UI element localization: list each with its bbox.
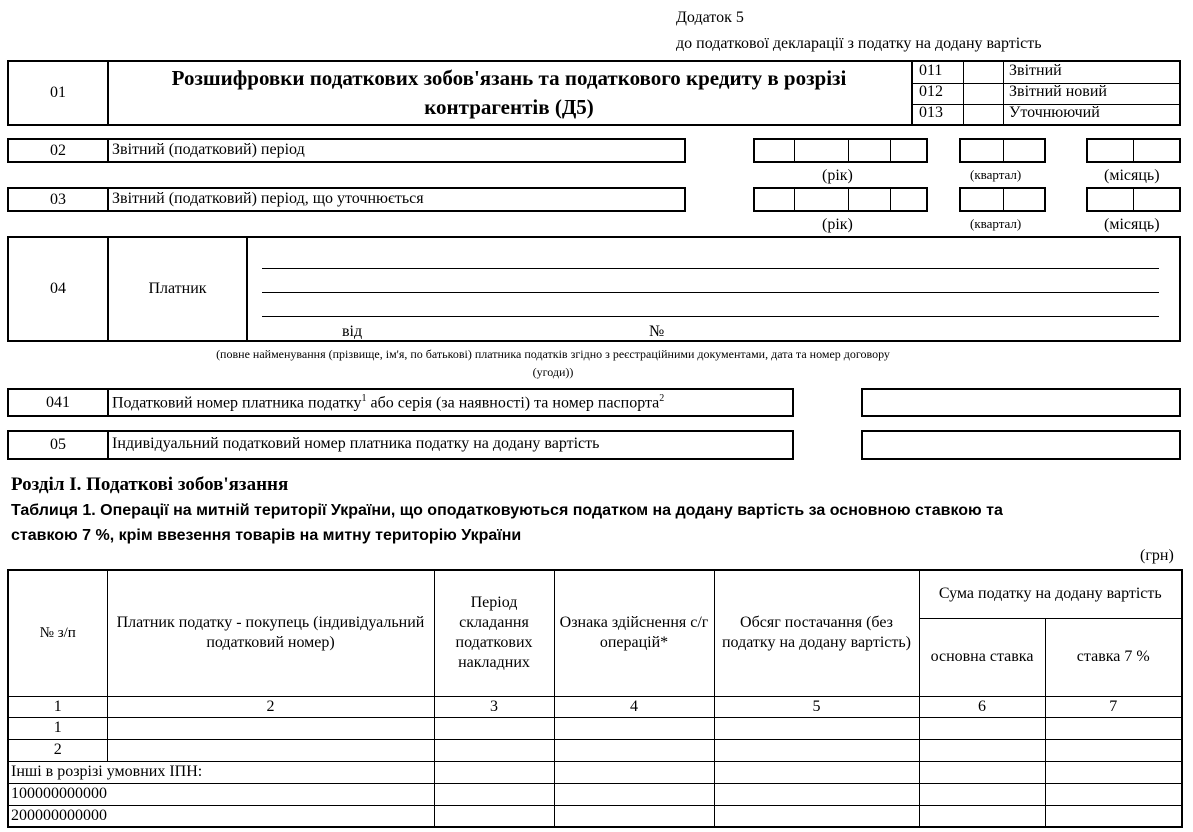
rate-7-cell[interactable] <box>1045 761 1182 783</box>
report-type-grid <box>913 62 1179 124</box>
header-volume: Обсяг постачання (без податку на додану вартість) <box>714 570 919 696</box>
title-row <box>7 60 1181 126</box>
payer-name-line-1[interactable] <box>262 268 1159 269</box>
table-row <box>8 739 1182 761</box>
header-agri: Ознака здійснення с/г операцій* <box>554 570 714 696</box>
basic-rate-cell[interactable] <box>919 783 1045 805</box>
table-title-line-2: ставкою 7 %, крім ввезення товарів на митну територію України <box>11 527 522 544</box>
tax-number-label <box>112 393 664 412</box>
col-number: 1 <box>8 696 107 717</box>
month-label: (місяць) <box>1104 167 1160 184</box>
agri-cell[interactable] <box>554 783 714 805</box>
row-041-code: 041 <box>46 393 70 411</box>
report-type-label: Звітний <box>1009 62 1062 79</box>
operations-table <box>7 569 1183 828</box>
corrected-month-label: (місяць) <box>1104 216 1160 233</box>
header-buyer: Платник податку - покупець (індивідуальний податковий номер) <box>107 570 434 696</box>
row-num: 2 <box>8 739 107 761</box>
row-05-code: 05 <box>50 436 66 453</box>
report-type-code: 011 <box>919 62 943 79</box>
tax-number-row <box>7 388 794 417</box>
conditional-ipn: 200000000000 <box>8 805 434 827</box>
period-cell[interactable] <box>434 717 554 739</box>
header-rate-7: ставка 7 % <box>1045 618 1182 696</box>
table-row <box>8 761 1182 783</box>
vat-number-label: Індивідуальний податковий номер платника податку на додану вартість <box>112 435 600 452</box>
section-title: Розділ І. Податкові зобов'язання <box>11 474 289 495</box>
payer-note-line-2: (угоди)) <box>532 365 574 379</box>
corrected-month-input[interactable] <box>1086 187 1181 212</box>
header-vat-sum: Сума податку на додану вартість <box>919 570 1182 618</box>
col-number: 7 <box>1045 696 1182 717</box>
basic-rate-cell[interactable] <box>919 805 1045 827</box>
col-number: 2 <box>107 696 434 717</box>
basic-rate-cell[interactable] <box>919 739 1045 761</box>
volume-cell[interactable] <box>714 805 919 827</box>
table-title-line-1: Таблиця 1. Операції на митній території України, що оподатковуються податком на додану вартість за основною ставкою та <box>11 502 1003 519</box>
declaration-title: Розшифровки податкових зобов'язань та податкового кредиту в розрізі контрагентів (Д5) <box>171 66 847 119</box>
row-03-code: 03 <box>50 190 66 208</box>
col-number: 3 <box>434 696 554 717</box>
report-type-row[interactable] <box>913 104 1179 124</box>
appendix-subtitle: до податкової декларації з податку на додану вартість <box>676 35 1042 52</box>
period-row <box>7 138 686 163</box>
conditional-ipn: 100000000000 <box>8 783 434 805</box>
payer-note-line-1: (повне найменування (прізвище, ім'я, по батькові) платника податків згідно з реєстраційними документами, дата та номер договору <box>216 347 890 361</box>
report-type-label: Звітний новий <box>1009 83 1107 100</box>
row-04-code: 04 <box>50 280 66 297</box>
report-type-row[interactable] <box>913 83 1179 105</box>
header-period: Період складання податкових накладних <box>434 570 554 696</box>
rate-7-cell[interactable] <box>1045 739 1182 761</box>
row-01-code: 01 <box>50 84 66 101</box>
volume-cell[interactable] <box>714 739 919 761</box>
others-label: Інші в розрізі умовних ІПН: <box>8 761 434 783</box>
appendix-title: Додаток 5 <box>676 9 744 26</box>
from-label: від <box>342 323 363 340</box>
tax-number-label-b: або серія (за наявності) та номер паспорта <box>366 394 660 412</box>
corrected-quarter-input[interactable] <box>959 187 1046 212</box>
col-number: 5 <box>714 696 919 717</box>
contract-number-field[interactable] <box>671 341 1077 342</box>
period-cell[interactable] <box>434 761 554 783</box>
currency-unit: (грн) <box>1140 547 1174 564</box>
col-number: 6 <box>919 696 1045 717</box>
rate-7-cell[interactable] <box>1045 805 1182 827</box>
volume-cell[interactable] <box>714 761 919 783</box>
table-row <box>8 717 1182 739</box>
buyer-cell[interactable] <box>107 717 434 739</box>
volume-cell[interactable] <box>714 783 919 805</box>
corrected-period-row <box>7 187 686 212</box>
month-input[interactable] <box>1086 138 1181 163</box>
quarter-input[interactable] <box>959 138 1046 163</box>
report-type-code: 013 <box>919 104 943 121</box>
basic-rate-cell[interactable] <box>919 717 1045 739</box>
rate-7-cell[interactable] <box>1045 717 1182 739</box>
report-type-label: Уточнюючий <box>1009 104 1100 121</box>
col-number: 4 <box>554 696 714 717</box>
buyer-cell[interactable] <box>107 739 434 761</box>
report-type-row[interactable] <box>913 62 1179 84</box>
footnote-1-mark: 1 <box>361 393 367 404</box>
agri-cell[interactable] <box>554 717 714 739</box>
agri-cell[interactable] <box>554 761 714 783</box>
contract-date-field[interactable] <box>371 341 633 342</box>
vat-number-input[interactable] <box>861 430 1181 460</box>
corrected-quarter-label: (квартал) <box>970 216 1022 231</box>
corrected-period-label: Звітний (податковий) період, що уточнюється <box>112 190 424 207</box>
payer-name-line-2[interactable] <box>262 292 1159 293</box>
report-type-code: 012 <box>919 83 943 100</box>
period-cell[interactable] <box>434 739 554 761</box>
corrected-year-input[interactable] <box>753 187 928 212</box>
period-cell[interactable] <box>434 805 554 827</box>
tax-number-label-a: Податковий номер платника податку <box>112 394 362 412</box>
corrected-year-label: (рік) <box>822 216 853 233</box>
payer-label: Платник <box>148 280 207 297</box>
number-label: № <box>649 323 665 340</box>
quarter-label: (квартал) <box>970 167 1022 182</box>
vat-number-row <box>7 430 794 460</box>
footnote-2-mark: 2 <box>659 393 665 404</box>
basic-rate-cell[interactable] <box>919 761 1045 783</box>
tax-number-input[interactable] <box>861 388 1181 417</box>
period-cell[interactable] <box>434 783 554 805</box>
period-label: Звітний (податковий) період <box>112 141 305 158</box>
header-basic-rate: основна ставка <box>919 618 1045 696</box>
table-row <box>8 805 1182 827</box>
year-input[interactable] <box>753 138 928 163</box>
agri-cell[interactable] <box>554 739 714 761</box>
row-02-code: 02 <box>50 141 66 159</box>
payer-name-line-3[interactable] <box>262 316 1159 317</box>
agri-cell[interactable] <box>554 805 714 827</box>
table-row <box>8 783 1182 805</box>
row-num: 1 <box>8 717 107 739</box>
header-num: № з/п <box>8 570 107 696</box>
volume-cell[interactable] <box>714 717 919 739</box>
payer-block <box>7 236 1181 342</box>
rate-7-cell[interactable] <box>1045 783 1182 805</box>
year-label: (рік) <box>822 167 853 184</box>
